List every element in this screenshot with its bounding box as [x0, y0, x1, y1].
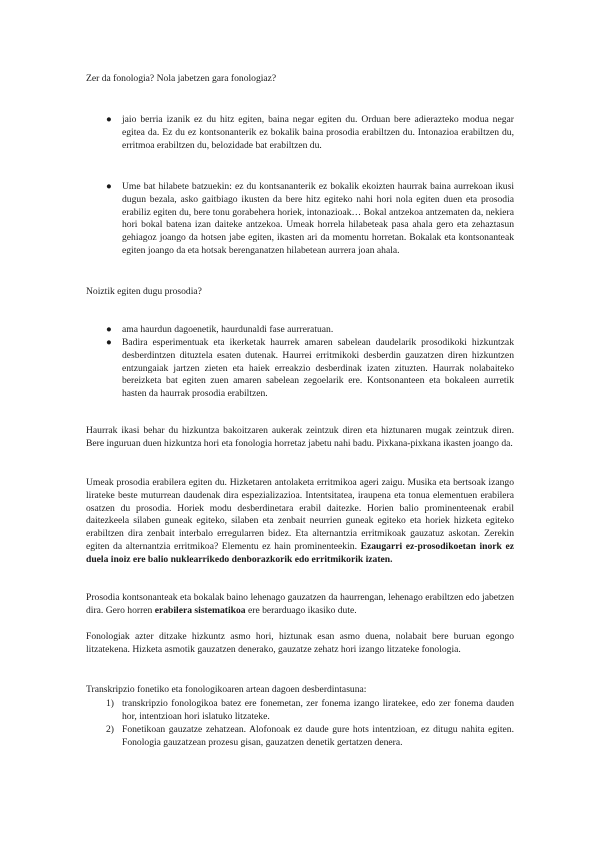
paragraph — [86, 477, 514, 567]
paragraph-text: ere berarduago ikasiko dute. — [245, 604, 357, 616]
paragraph-bold-text: Ezaugarri ez-prosodikoetan inork ez duela inoiz ere balio nuklearrikedo denborazkorik edo erritmikorik izaten. — [86, 540, 514, 565]
page-title: Zer da fonologia? Nola jabetzen gara fonologiaz? — [86, 73, 277, 84]
bullet-icon: ● — [106, 181, 112, 192]
bullet-item: Ume bat hilabete batzuekin: ez du kontsananterik ez bokalik ekoizten haurrak baina aurrekoan ikusi dugun bezala, asko gaitbiago ikusten da bere hitz egiteko nahi hori nola egiten duen eta prosodia erabiliz egiten du, bere tonu gorabehera horiek, intonazioak… Bokal antzekoa antzematen da, nekiera hori bokal batena izan daiteke antzekoa. Umeak horrela hilabeteak pasa ahala gero eta zehaztasun gehiagoz joango da hotsen jabe egiten, ikasten ari da momentu horretan. Bokalak eta kontsonanteak egiten joango da eta hotsak berenganatzen hilabetean aurrera joan ahala. — [122, 181, 514, 256]
paragraph-text: Umeak prosodia erabilera egiten du. Hizketaren antolaketa erritmikoa ageri zaigu. Musika eta bertsoak izango lirateke beste muturrean daudenak dira espezializazioa. Intentsitatea, iraupena eta tonua elementuen erabilera osatzen du prosodia. Horiek modu desberdinetara erabil daitezke. Horien balio prominenteenak erabil daitezkeela silaben guneak egiteko, silaben eta zenbait neurrien guneak egiteko eta horiek hizketa egiteko erabiltzen dira zenbait interbalo erregularren bidez. Eta alternantzia erritmikoak gauzatuz askotan. Zerekin egiten da alternantzia erritmikoa? Elementu ez hain prominenteekin. — [86, 477, 514, 552]
paragraph — [86, 592, 514, 618]
bullet-icon: ● — [106, 324, 112, 335]
section-question: Noiztik egiten dugu prosodia? — [86, 286, 202, 297]
numbered-item: transkripzio fonologikoa batez ere fonemetan, zer fonema izango liratekee, edo zer fonema dauden hor, intentzioan hori islatuko litzateke. — [122, 698, 514, 722]
numbered-item: Fonetikoan gauzatze zehatzean. Alofonoak ez daude gure hots intentzioan, ez ditugu nahita egiten. Fonologia gauzatzean prozesu gisan, gauzatzen denetik gertatzen denera. — [122, 724, 514, 748]
list-number: 1) — [106, 698, 114, 709]
bullet-item: jaio berria izanik ez du hitz egiten, baina negar egiten du. Orduan bere adierazteko modua negar egitea da. Ez du ez kontsonanterik ez bokalik baina prosodia erabiltzen du. Intonazioa erabiltzen du, erritmoa erabiltzen du, belozidade bat erabiltzen du. — [122, 114, 514, 151]
paragraph: Fonologiak azter ditzake hizkuntz asmo hori, hiztunak esan asmo duena, nolabait bere buruan egongo litzatekena. Hizketa asmotik gauzatzen denerako, gauzatze zehatz hori izango litzateke fonologia. — [86, 631, 514, 655]
list-number: 2) — [106, 724, 114, 735]
bullet-icon: ● — [106, 337, 112, 348]
paragraph: Haurrak ikasi behar du hizkuntza bakoitzaren aukerak zeintzuk diren eta hiztunaren mugak zeintzuk diren. Bere inguruan duen hizkuntza hori eta fonologia horretaz jabetu nahi badu. Pixkana-pixkana ikasten joango da. — [86, 425, 514, 449]
paragraph: Transkripzio fonetiko eta fonologikoaren artean dagoen desberdintasuna: — [86, 684, 367, 695]
paragraph-bold-text: erabilera sistematikoa — [154, 604, 246, 616]
paragraph-text: Prosodia kontsonanteak eta bokalak baino lehenago gauzatzen da haurrengan, lehenago erabiltzen edo jabetzen dira. Gero horren — [86, 592, 514, 616]
bullet-item: ama haurdun dagoenetik, haurdunaldi fase aurreratuan. — [122, 324, 334, 335]
bullet-item: Badira esperimentuak eta ikerketak haurrek amaren sabelean daudelarik prosodikoki hizkuntzak desberdintzen dituztela esaten dutenak. Haurrei erritmikoki desberdin gauzatzen diren hizkuntzen entzungaiak jartzen zieten eta haiek erreakzio desberdinak izaten zituzten. Haurrak nolabaiteko bereizketa bat egiten zuen amaren sabelean zegoelarik ere. Kontsonanteen eta bokaleen aurretik hasten da haurrak prosodia erabiltzen. — [122, 337, 514, 400]
bullet-icon: ● — [106, 114, 112, 125]
